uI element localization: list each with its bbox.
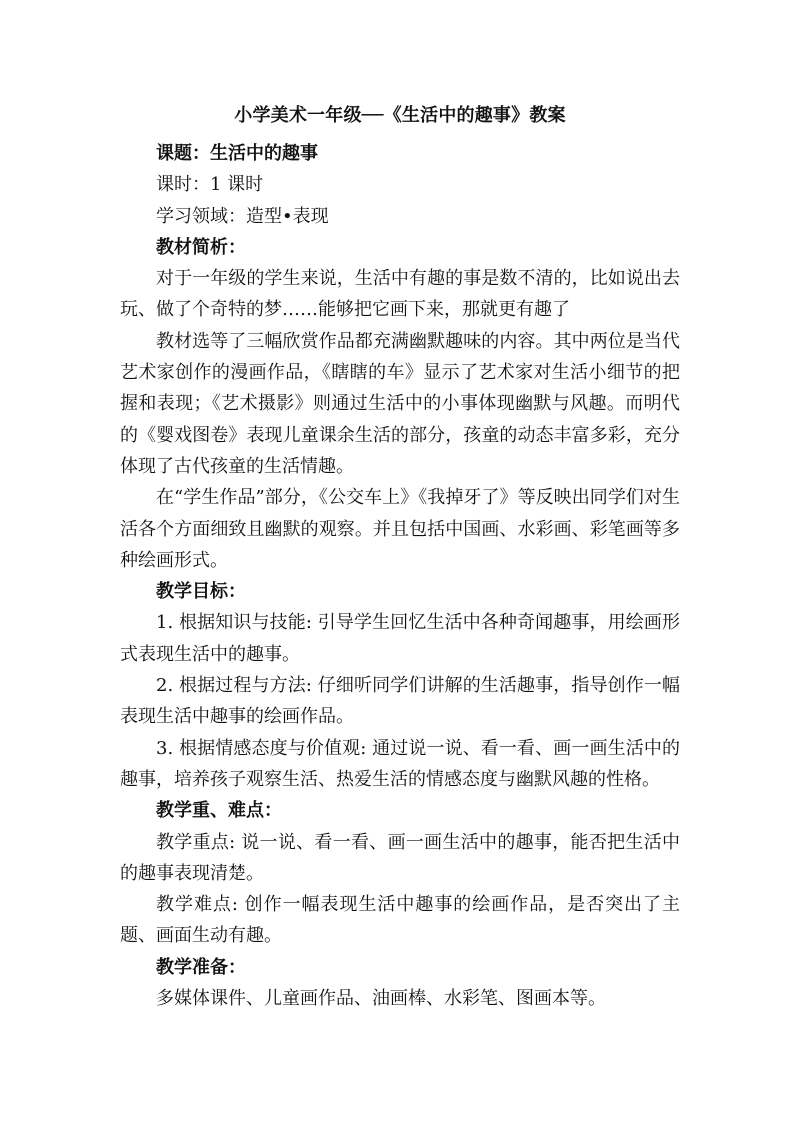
analysis-paragraph-2: 教材选等了三幅欣赏作品都充满幽默趣味的内容。其中两位是当代艺术家创作的漫画作品，《瞎瞎的车》显示了艺术家对生活小细节的把握和表现；《艺术摄影》则通过生活中的小事体现幽默与风趣。而明代的《婴戏图卷》表现儿童课余生活的部分，孩童的动态丰富多彩，充分体现了古代孩童的生活情趣。 xyxy=(120,330,680,477)
prep-heading: 教学准备： xyxy=(156,956,246,978)
domain-line: 学习领域：造型•表现 xyxy=(156,205,329,227)
analysis-heading: 教材简析： xyxy=(156,236,246,258)
keypoint-difficulty: 教学难点: 创作一幅表现生活中趣事的绘画作品，是否突出了主题、画面生动有趣。 xyxy=(120,894,680,947)
document-page xyxy=(120,96,680,1014)
goal-3: 3. 根据情感态度与价值观: 通过说一说、看一看、画一画生活中的趣事，培养孩子观察生活、热爱生活的情感态度与幽默风趣的性格。 xyxy=(120,737,680,790)
goal-2: 2. 根据过程与方法: 仔细听同学们讲解的生活趣事，指导创作一幅表现生活中趣事的绘画作品。 xyxy=(120,675,680,728)
goals-heading: 教学目标： xyxy=(156,581,246,603)
subject-line: 课题：生活中的趣事 xyxy=(156,143,318,164)
keypoint-focus: 教学重点: 说一说、看一看、画一画生活中的趣事，能否把生活中的趣事表现清楚。 xyxy=(120,831,680,884)
keypoints-heading: 教学重、难点： xyxy=(156,800,282,822)
prep-text: 多媒体课件、儿童画作品、油画棒、水彩笔、图画本等。 xyxy=(156,988,606,1010)
period-line: 课时：1 课时 xyxy=(156,174,264,196)
analysis-paragraph-1: 对于一年级的学生来说，生活中有趣的事是数不清的，比如说出去玩、做了个奇特的梦……能够把它画下来，那就更有趣了 xyxy=(120,268,680,321)
analysis-paragraph-3: 在“学生作品”部分，《公交车上》《我掉牙了》等反映出同学们对生活各个方面细致且幽默的观察。并且包括中国画、水彩画、彩笔画等多种绘画形式。 xyxy=(120,487,680,571)
goal-1: 1. 根据知识与技能: 引导学生回忆生活中各种奇闻趣事，用绘画形式表现生活中的趣事。 xyxy=(120,612,680,665)
document-title: 小学美术一年级──《生活中的趣事》教案 xyxy=(234,105,566,126)
